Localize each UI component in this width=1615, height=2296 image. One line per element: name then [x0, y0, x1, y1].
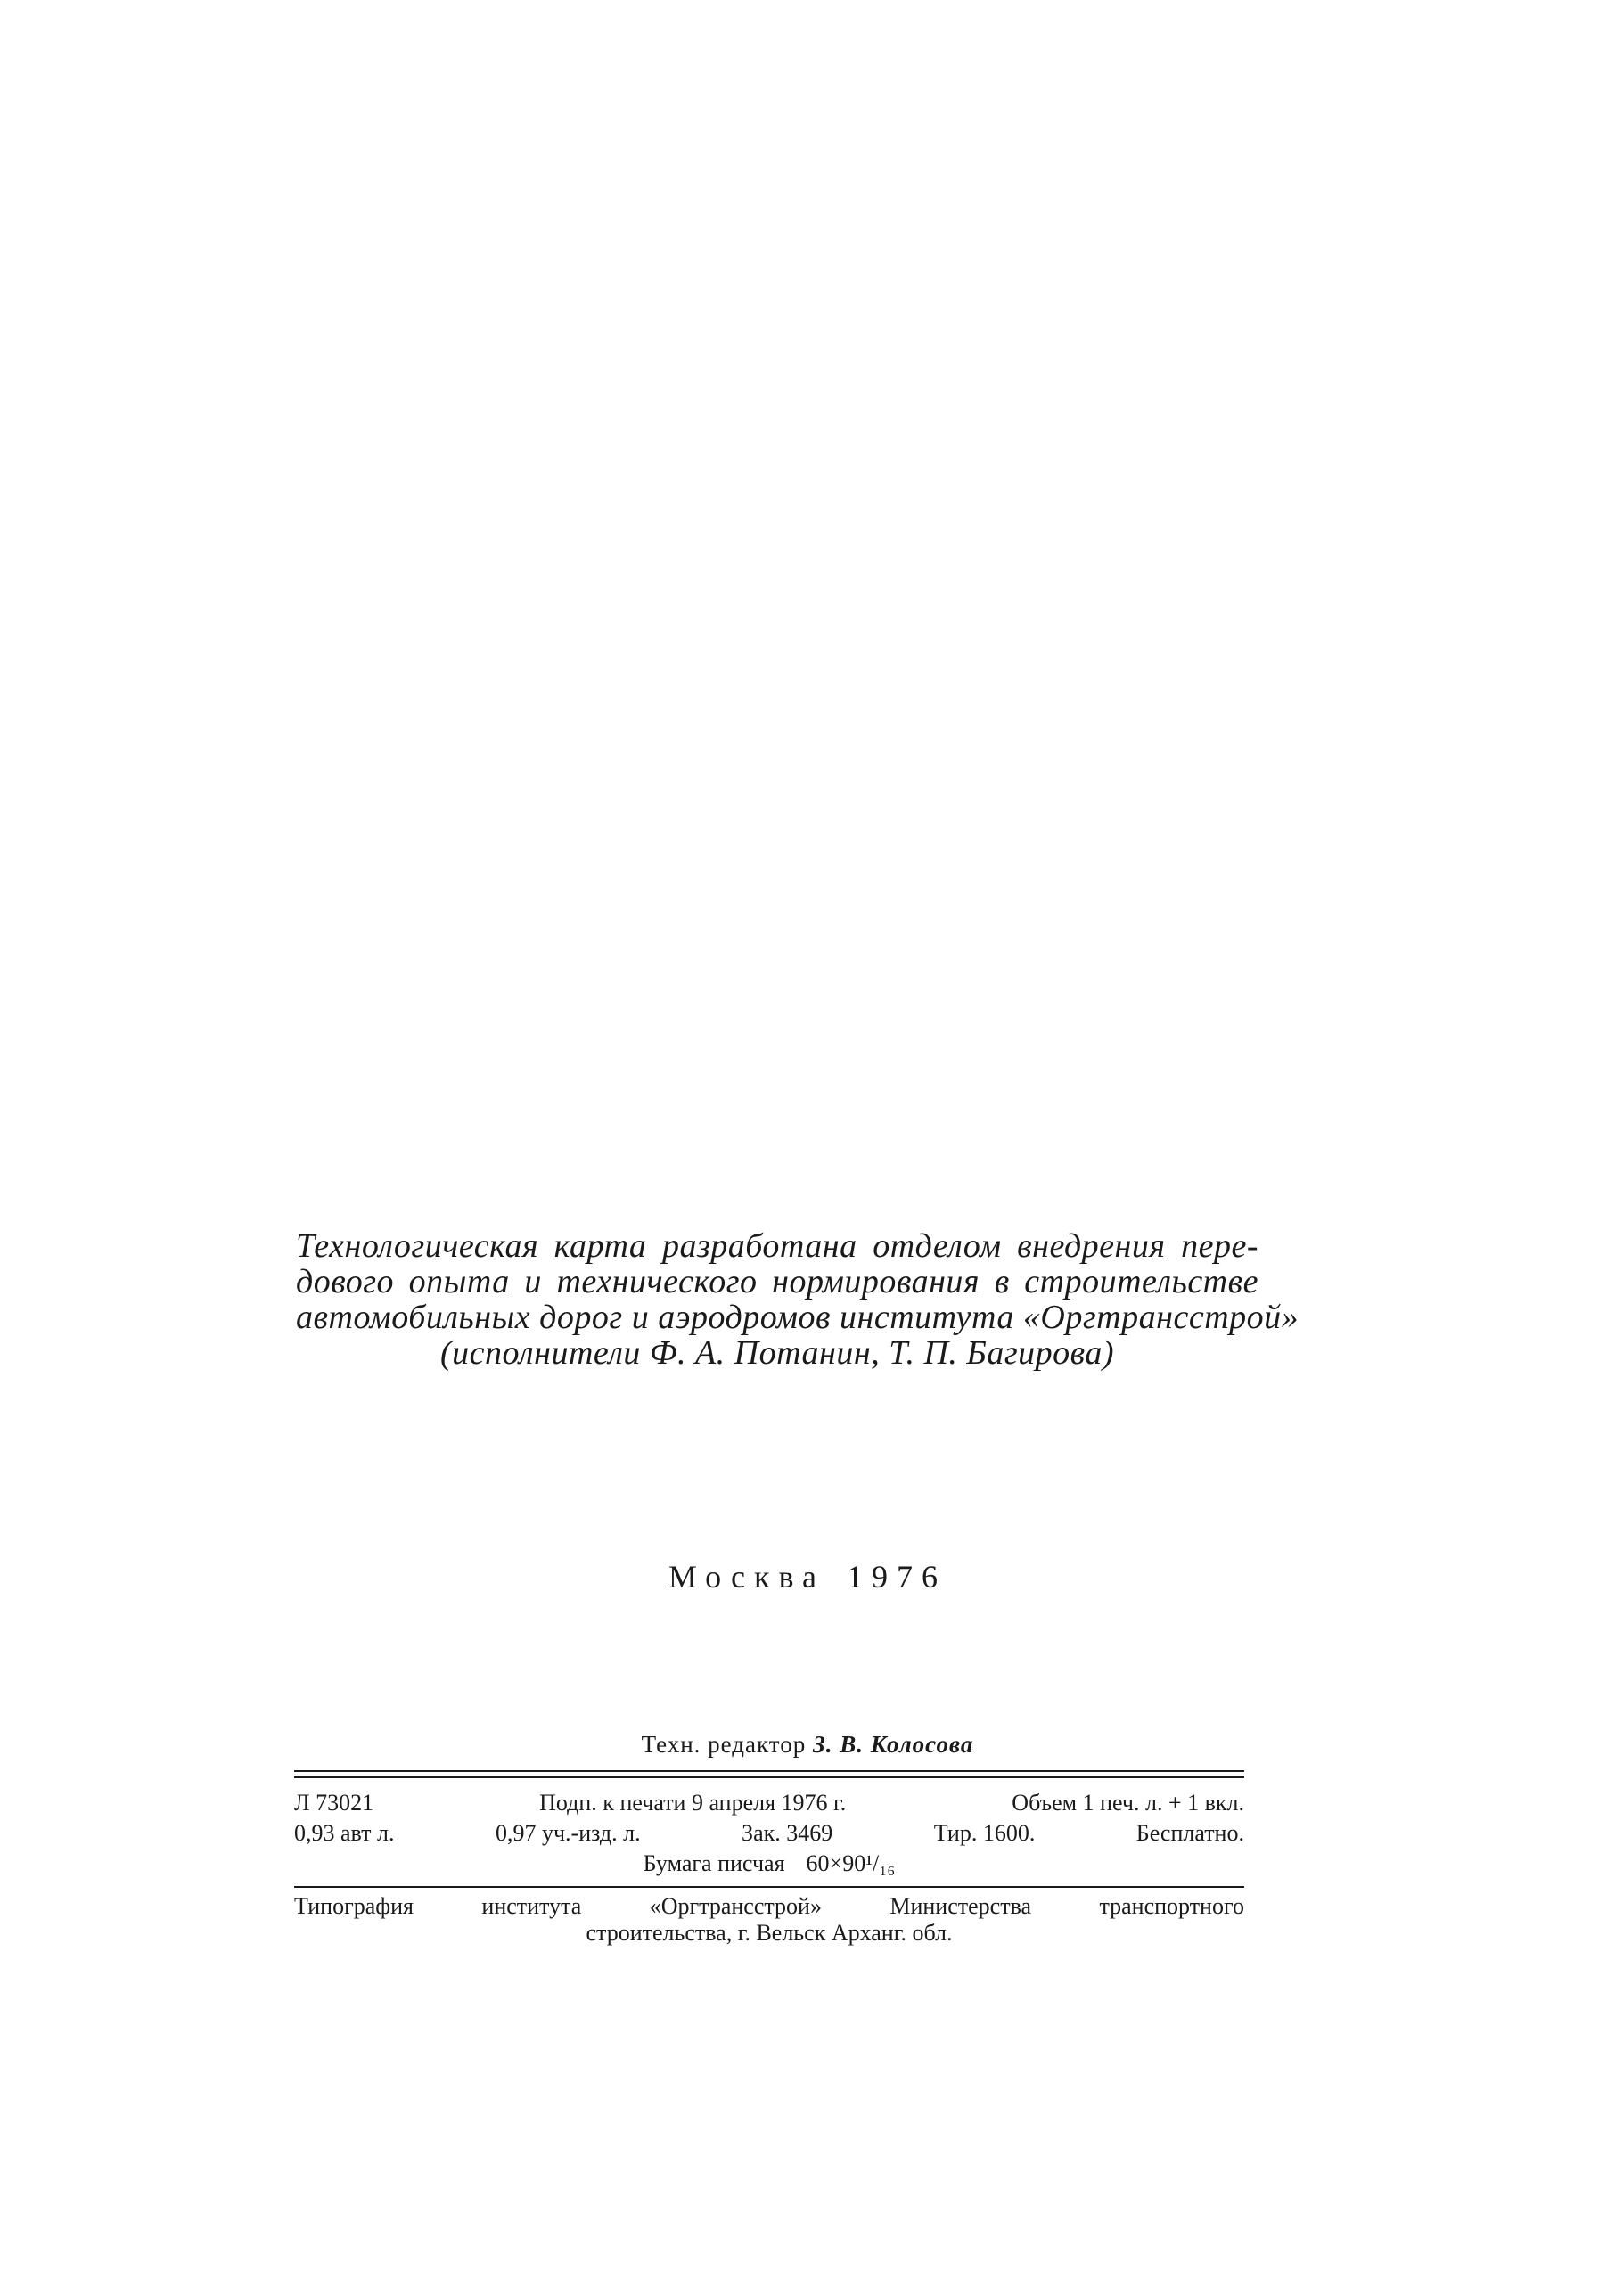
imprint-format: 60×90¹/₁₆: [806, 1850, 896, 1876]
credits-line-4: (исполнители Ф. А. Потанин, Т. П. Багирова): [439, 1334, 1115, 1372]
imprint-edition-sheets: 0,97 уч.-изд. л.: [495, 1820, 641, 1846]
printer-block: [294, 1893, 1244, 1947]
imprint-order: Зак. 3469: [742, 1820, 833, 1846]
imprint-row-3: [294, 1849, 1244, 1879]
credits-line-3: автомобильных дорог и аэродромов института «Оргтрансстрой»: [296, 1299, 1299, 1336]
imprint-author-sheets: 0,93 авт л.: [294, 1820, 395, 1846]
printer-row-2: строительства, г. Вельск Арханг. обл.: [586, 1920, 953, 1946]
publication-place-year: [0, 1558, 1615, 1595]
credits-line-2: дового опыта и технического нормирования в строительстве: [296, 1263, 1258, 1300]
imprint-license: Л 73021: [294, 1790, 374, 1816]
imprint-row-1: [294, 1788, 1244, 1818]
imprint-top-rule-1: [294, 1770, 1244, 1772]
imprint-top-rule-2: [294, 1776, 1244, 1778]
publication-year: 1976: [846, 1559, 947, 1595]
credits-paragraph: [296, 1227, 1299, 1372]
printer-word-4: Министерства: [889, 1893, 1032, 1919]
imprint-row-2: [294, 1818, 1244, 1849]
printer-row-1: [294, 1893, 1244, 1920]
imprint-bottom-rule: [294, 1886, 1244, 1888]
imprint-block: [294, 1788, 1244, 1879]
printer-word-5: транспортного: [1099, 1893, 1244, 1919]
imprint-circulation: Тир. 1600.: [933, 1820, 1036, 1846]
imprint-signed: Подп. к печати 9 апреля 1976 г.: [539, 1790, 847, 1816]
printer-word-3: «Оргтрансстрой»: [649, 1893, 822, 1919]
printer-word-2: института: [481, 1893, 582, 1919]
credits-line-1: Технологическая карта разработана отделом внедрения пере-: [296, 1227, 1258, 1265]
imprint-price: Бесплатно.: [1135, 1820, 1244, 1846]
tech-editor-name: З. В. Колосова: [812, 1731, 974, 1758]
imprint-volume: Объем 1 печ. л. + 1 вкл.: [1012, 1790, 1244, 1816]
publication-city: Москва: [668, 1559, 825, 1595]
printer-word-1: Типография: [294, 1893, 414, 1919]
tech-editor-line: [0, 1731, 1615, 1759]
tech-editor-label: Техн. редактор: [641, 1731, 807, 1758]
imprint-paper: Бумага писчая: [643, 1850, 785, 1876]
